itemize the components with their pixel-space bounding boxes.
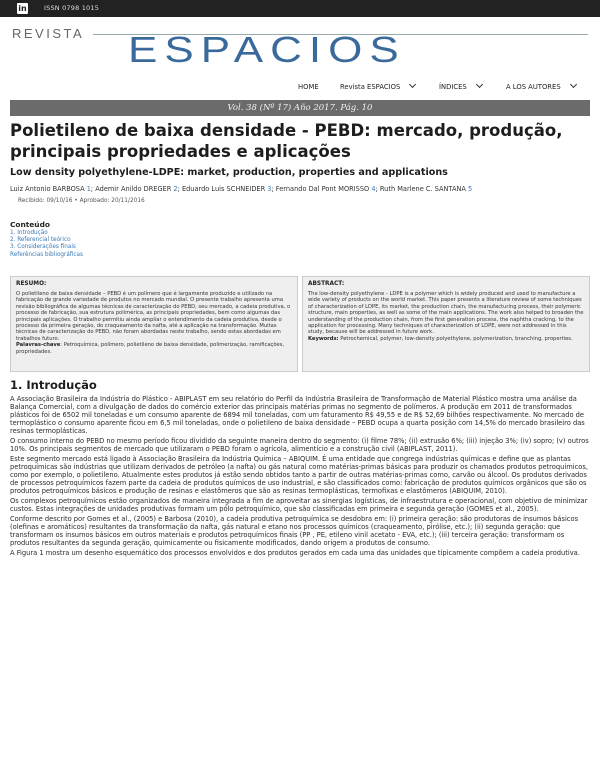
nav-autores-label: A LOS AUTORES bbox=[506, 83, 561, 91]
toc-link[interactable]: 2. Referencial teórico bbox=[10, 237, 71, 244]
resumo-box bbox=[10, 276, 298, 372]
table-of-contents bbox=[10, 220, 83, 259]
toc-title: Conteúdo bbox=[10, 220, 50, 229]
author-name: Eduardo Luis SCHNEIDER bbox=[181, 185, 266, 193]
issn-label: ISSN 0798 1015 bbox=[44, 4, 100, 12]
logo-revista: REVISTA bbox=[12, 26, 85, 41]
abstract-text bbox=[308, 291, 584, 342]
toc-link[interactable]: 3. Considerações finais bbox=[10, 244, 76, 251]
paragraph: Conforme descrito por Gomes et al., (2005) e Barbosa (2010), a cadeia produtiva petroquímica se desdobra em: (i) primeira geração: são produtoras de insumos básicos (olefinas e aromáticos) resultantes da transformação da nafta, gás natural e etano nos processos químicos (craqueamento, pirólise, etc.); (ii) segunda geração: que transformam os insumos básicos em outros materiais e produtos petroquímicos finais (PP , PE, etileno vinil acetato - EVA, etc.); (iii) terceira geração: transformam os produtos resultantes da segunda geração, quimicamente ou fisicamente modificados, dando origem a produtos de consumo. bbox=[10, 515, 579, 547]
author-name: Fernando Dal Pont MORISSO bbox=[275, 185, 370, 193]
resumo-body: O polietileno de baixa densidade – PEBD é um polímero que é largamente produzido e utilizado na fabricação de grande variedade de produtos no mercado mundial. O presente trabalho apresenta uma revisão bibliográfica de algumas técnicas de caracterização do PEBD, seu mercado, a cadeia produtiva, o processo de fabricação, sua estrutura polimérica, as principais propriedades, bem como algumas das principais aplicações. O trabalho permitiu ainda ampliar o entendimento da cadeia produtiva, desde o processo da primeira geração, do craqueamento da nafta, até a aplicação na transformação. Muitas técnicas de caracterização do PEBD, não foram abordadas neste trabalho, sendo estas abordadas em trabalhos futuro. bbox=[16, 291, 291, 342]
paragraph: Este segmento mercado está ligado à Associação Brasileira da Indústria Química – ABIQUIM. É uma entidade que congrega indústrias químicas e define que as plantas petroquímicas são indústrias que utilizam derivados de petróleo (a nafta) ou gás natural como matérias-primas básicas para produzir os chamados produtos petroquímicos, como por exemplo, o polietileno. Atualmente estes produtos já estão sendo obtidos tanto a partir de outras matérias-primas como, carvão ou álcool. Os produtos derivados de processos petroquímicos fazem parte da cadeia de produtos químicos de uso industrial, e são classificados como: fabricação de produtos químicos orgânicos que são os produtos petroquímicos básicos e produção de resinas e elastômeros que são as resinas termoplásticas, termofixas e elastômeros (ABIQUIM, 2010). bbox=[10, 455, 588, 495]
author-footnote-link[interactable]: 4 bbox=[371, 185, 376, 193]
nav-revista[interactable] bbox=[340, 83, 415, 95]
author-footnote-link[interactable]: 5 bbox=[468, 185, 473, 193]
paragraph: A Figura 1 mostra um desenho esquemático dos processos envolvidos e dos produtos gerados em cada uma das unidades que tipicamente compõem a cadeia produtiva. bbox=[10, 549, 580, 557]
author-name: Luiz Antonio BARBOSA bbox=[10, 185, 85, 193]
section-heading: 1. Introdução bbox=[10, 378, 97, 392]
volume-bar: Vol. 38 (Nº 17) Año 2017. Pág. 10 bbox=[10, 100, 590, 116]
submission-dates: Recibido: 09/10/16 • Aprobado: 20/11/2016 bbox=[18, 198, 145, 204]
abstract-heading: ABSTRACT: bbox=[308, 281, 345, 287]
article-body bbox=[10, 395, 590, 559]
nav-indices-label: ÍNDICES bbox=[439, 83, 467, 91]
resumo-keywords: : Petroquímica, polímero, polietileno de baixa densidade, polimerização, ramificações, propriedades. bbox=[16, 342, 285, 355]
linkedin-icon[interactable]: in bbox=[18, 4, 27, 13]
top-bar bbox=[0, 0, 600, 17]
chevron-down-icon bbox=[476, 81, 483, 88]
abstract-keywords: Petrochemical, polymer, low-density polyethylene, polymerization, branching, properties. bbox=[338, 335, 573, 342]
logo-espacios[interactable]: ESPACIOS bbox=[128, 30, 406, 71]
author-name: Ademir Anildo DREGER bbox=[95, 185, 172, 193]
chevron-down-icon bbox=[409, 81, 416, 88]
abstract-body: The low-density polyethylene - LDPE is a polymer which is widely produced and used to manufacture a wide variety of products on the world market. This paper presents a literature review of some techniques of characterization of LDPE, its market, the production chain, the manufacturing process, their polymeric structure, main properties, as well as some of the main applications. The work also helped to broaden the understanding of the production chain, from the first generation process, the naphtha cracking, to the application for processing. Many techniques of characterization of LDPE, were not addressed in this study, because will be addressed in future work. bbox=[308, 291, 584, 336]
nav-home-label: HOME bbox=[298, 83, 319, 91]
article-title: Polietileno de baixa densidade - PEBD: mercado, produção, principais propriedades e aplicações bbox=[10, 121, 563, 161]
paragraph: Os complexos petroquímicos estão organizados de maneira integrada a fim de aproveitar as sinergias logísticas, de infraestrutura e operacional, com objetivo de minimizar custos. Estas integrações de unidades produtivas formam um pólo petroquímico, que são classificadas em primeira e segunda geração (GOMES et al., 2005). bbox=[10, 497, 588, 513]
author-footnote-link[interactable]: 1 bbox=[86, 185, 91, 193]
author-footnote-link[interactable]: 3 bbox=[267, 185, 272, 193]
abstract-keywords-label: Keywords: bbox=[308, 335, 339, 342]
author-footnote-link[interactable]: 2 bbox=[173, 185, 178, 193]
resumo-text bbox=[16, 291, 292, 355]
nav-home[interactable] bbox=[298, 83, 319, 95]
paragraph: O consumo interno do PEBD no mesmo período ficou dividido da seguinte maneira dentro do segmento: (i) filme 78%; (ii) extrusão 6%; (iii) injeção 3%; (iv) sopro; (v) outros 10%. Os principais segmentos de mercado que utilizaram o PEBD foram o agrícola, alimentício e a construção civil (ABIPLAST, 2011). bbox=[10, 437, 589, 453]
author-name: Ruth Marlene C. SANTANA bbox=[379, 185, 466, 193]
chevron-down-icon bbox=[570, 81, 577, 88]
paragraph: A Associação Brasileira da Indústria do Plástico - ABIPLAST em seu relatório do Perfil da Indústria Brasileira de Transformação de Material Plástico mostra uma análise da Balança Comercial, com a divulgação de dados do comércio exterior das principais matérias primas no segmento de polímeros. A produção em 2011 de transformados plásticos foi de 6502 mil toneladas e um consumo aparente de 6894 mil toneladas, com um faturamento R$ 49,55 e de R$ 52,69 bilhões respectivamente. No mercado de termoplástico o consumo aparente ficou em 6,5 mil toneladas, onde o polietileno de baixa densidade – PEBD ocupa a quarta posição com 14,5% do mercado brasileiro das resinas termoplásticas. bbox=[10, 395, 585, 435]
nav-autores[interactable] bbox=[506, 83, 576, 95]
abstract-box bbox=[302, 276, 590, 372]
toc-link[interactable]: Referências bibliográficas bbox=[10, 251, 84, 258]
article-subtitle: Low density polyethylene-LDPE: market, production, properties and applications bbox=[10, 167, 448, 178]
author-list: Luiz Antonio BARBOSA 1; Ademir Anildo DREGER 2; Eduardo Luis SCHNEIDER 3; Fernando Dal Pont MORISSO 4; Ruth Marlene C. SANTANA 5 bbox=[10, 185, 473, 193]
nav-indices[interactable] bbox=[439, 83, 482, 95]
resumo-heading: RESUMO: bbox=[16, 281, 47, 287]
nav-revista-label: Revista ESPACIOS bbox=[340, 83, 401, 91]
toc-link[interactable]: 1. Introdução bbox=[10, 230, 48, 236]
resumo-keywords-label: Palavras-chave bbox=[16, 342, 61, 349]
